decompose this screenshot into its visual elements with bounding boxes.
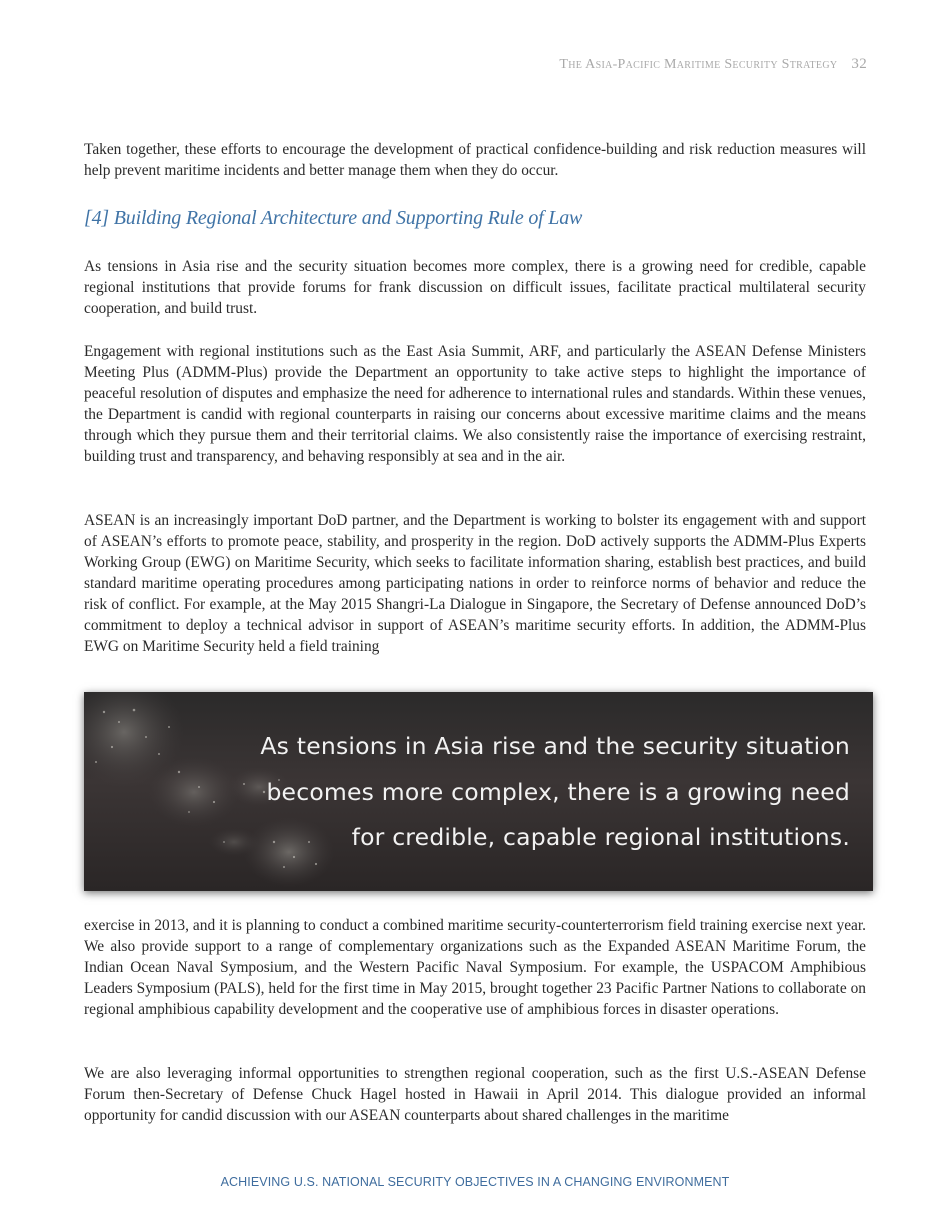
page-number: 32 xyxy=(851,56,867,72)
pull-quote-line: for credible, capable regional institutions. xyxy=(351,823,850,851)
paragraph: Taken together, these efforts to encourage the development of practical confidence-building and risk reduction measures will help prevent maritime incidents and better manage them when they do occur. xyxy=(84,141,866,179)
running-header xyxy=(559,56,867,73)
paragraph-1-block xyxy=(84,139,866,181)
running-title: The Asia-Pacific Maritime Security Strategy xyxy=(559,57,838,72)
pull-quote-line: becomes more complex, there is a growing need xyxy=(266,777,850,806)
paragraph: We are also leveraging informal opportunities to strengthen regional cooperation, such as the first U.S.-ASEAN Defense Forum then-Secretary of Defense Chuck Hagel hosted in Hawaii in April 2014. This dialogue provided an informal opportunity for candid discussion with our ASEAN counterparts about shared challenges in the maritime xyxy=(84,1065,866,1124)
section-heading: [4] Building Regional Architecture and Supporting Rule of Law xyxy=(84,207,583,229)
pull-quote-line: As tensions in Asia rise and the security situation xyxy=(260,732,850,760)
paragraph-4-block xyxy=(84,510,866,657)
paragraph: exercise in 2013, and it is planning to conduct a combined maritime security-counterterrorism field training exercise next year. We also provide support to a range of complementary organizations such as the Expanded ASEAN Maritime Forum, the Indian Ocean Naval Symposium, and the Western Pacific Naval Symposium. For example, the USPACOM Amphibious Leaders Symposium (PALS), held for the first time in May 2015, brought together 23 Pacific Partner Nations to collaborate on regional amphibious capability development and the cooperative use of amphibious forces in disaster operations. xyxy=(84,917,866,1018)
pull-quote xyxy=(150,724,850,861)
paragraph-6-block xyxy=(84,1063,866,1126)
page-footer: ACHIEVING U.S. NATIONAL SECURITY OBJECTIVES IN A CHANGING ENVIRONMENT xyxy=(220,1175,730,1189)
pull-quote-banner xyxy=(84,692,873,891)
paragraph-2-block xyxy=(84,256,866,319)
paragraph: Engagement with regional institutions such as the East Asia Summit, ARF, and particularly the ASEAN Defense Ministers Meeting Plus (ADMM-Plus) provide the Department an opportunity to take active steps to highlight the importance of peaceful resolution of disputes and emphasize the need for adherence to international rules and standards. Within these venues, the Department is candid with regional counterparts in raising our concerns about excessive maritime claims and the means through which they pursue them and their territorial claims. We also consistently raise the importance of exercising restraint, building trust and transparency, and behaving responsibly at sea and in the air. xyxy=(84,343,866,465)
paragraph: ASEAN is an increasingly important DoD partner, and the Department is working to bolster its engagement with and support of ASEAN’s efforts to promote peace, stability, and prosperity in the region. DoD actively supports the ADMM-Plus Experts Working Group (EWG) on Maritime Security, which seeks to facilitate information sharing, establish best practices, and build standard maritime operating procedures among participating nations in order to reinforce norms of behavior and reduce the risk of conflict. For example, at the May 2015 Shangri-La Dialogue in Singapore, the Secretary of Defense announced DoD’s commitment to deploy a technical advisor in support of ASEAN’s maritime security efforts. In addition, the ADMM-Plus EWG on Maritime Security held a field training xyxy=(84,512,866,655)
paragraph: As tensions in Asia rise and the security situation becomes more complex, there is a growing need for credible, capable regional institutions that provide forums for frank discussion on difficult issues, facilitate practical multilateral security cooperation, and build trust. xyxy=(84,258,866,317)
paragraph-3-block xyxy=(84,341,866,467)
paragraph-5-block xyxy=(84,915,866,1020)
